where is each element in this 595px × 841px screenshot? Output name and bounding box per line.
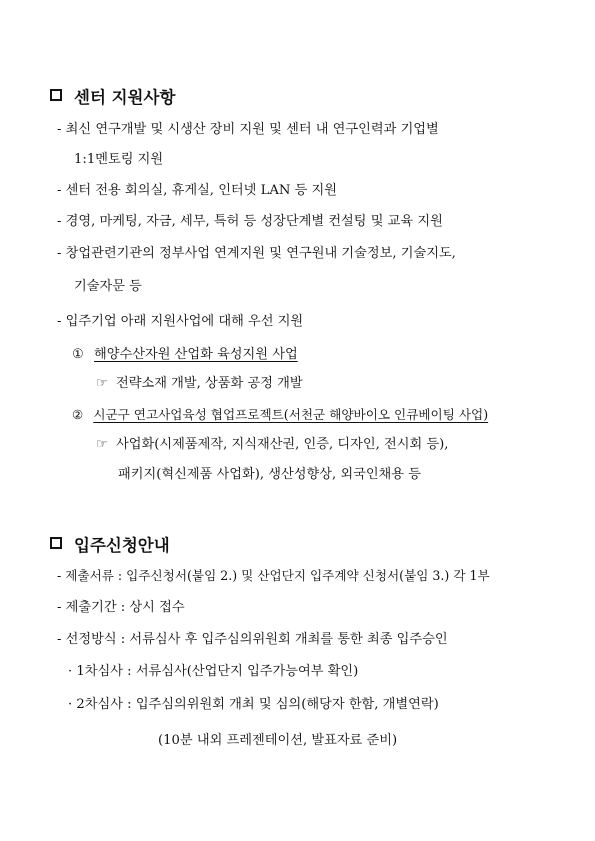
section-title: 입주신청안내 <box>74 536 170 555</box>
checkbox-bullet-icon <box>50 89 62 101</box>
pointing-hand-icon: ☞ <box>96 376 108 391</box>
pointing-hand-icon: ☞ <box>96 437 108 452</box>
program-item-1 <box>72 346 298 364</box>
section-heading-support <box>50 84 175 108</box>
checkbox-bullet-icon <box>50 537 62 549</box>
program-detail-text: 사업화(시제품제작, 지식재산권, 인증, 디자인, 전시회 등), <box>116 437 449 452</box>
program-title: 시군구 연고사업육성 협업프로젝트(서천군 해양바이오 인큐베이팅 사업) <box>93 407 489 422</box>
list-item: - 선정방식 : 서류심사 후 입주심의위원회 개최를 통한 최종 입주승인 <box>57 632 448 647</box>
list-item: - 제출기간 : 상시 접수 <box>57 600 185 615</box>
list-item: - 입주기업 아래 지원사업에 대해 우선 지원 <box>57 314 304 329</box>
list-item: - 센터 전용 회의실, 휴게실, 인터넷 LAN 등 지원 <box>57 183 338 198</box>
list-item-continuation: 1:1멘토링 지원 <box>74 152 164 167</box>
circled-number-marker: ① <box>72 347 84 362</box>
sub-list-item: · 2차심사 : 입주심의위원회 개최 및 심의(해당자 한함, 개별연락) <box>68 697 439 712</box>
list-item: - 경영, 마케팅, 자금, 세무, 특허 등 성장단계별 컨설팅 및 교육 지원 <box>57 214 443 229</box>
sub-list-item-continuation: (10분 내외 프레젠테이션, 발표자료 준비) <box>158 733 398 748</box>
sub-list-item: · 1차심사 : 서류심사(산업단지 입주가능여부 확인) <box>68 664 359 679</box>
program-title: 해양수산자원 산업화 육성지원 사업 <box>94 347 298 362</box>
program-detail-continuation: 패키지(혁신제품 사업화), 생산성향상, 외국인채용 등 <box>118 467 421 482</box>
program-detail <box>96 375 303 393</box>
section-title: 센터 지원사항 <box>74 88 176 107</box>
program-detail-text: 전략소재 개발, 상품화 공정 개발 <box>116 376 303 391</box>
section-heading-application <box>50 532 170 556</box>
list-item: - 창업관련기관의 정부사업 연계지원 및 연구원내 기술정보, 기술지도, <box>57 246 456 261</box>
circled-number-marker: ② <box>72 407 84 422</box>
program-detail <box>96 436 449 454</box>
list-item-continuation: 기술자문 등 <box>74 279 142 294</box>
list-item: - 제출서류 : 입주신청서(붙임 2.) 및 산업단지 입주계약 신청서(붙임 3.) 각 1부 <box>57 568 490 583</box>
list-item: - 최신 연구개발 및 시생산 장비 지원 및 센터 내 연구인력과 기업별 <box>57 122 439 137</box>
program-item-2 <box>72 406 488 424</box>
